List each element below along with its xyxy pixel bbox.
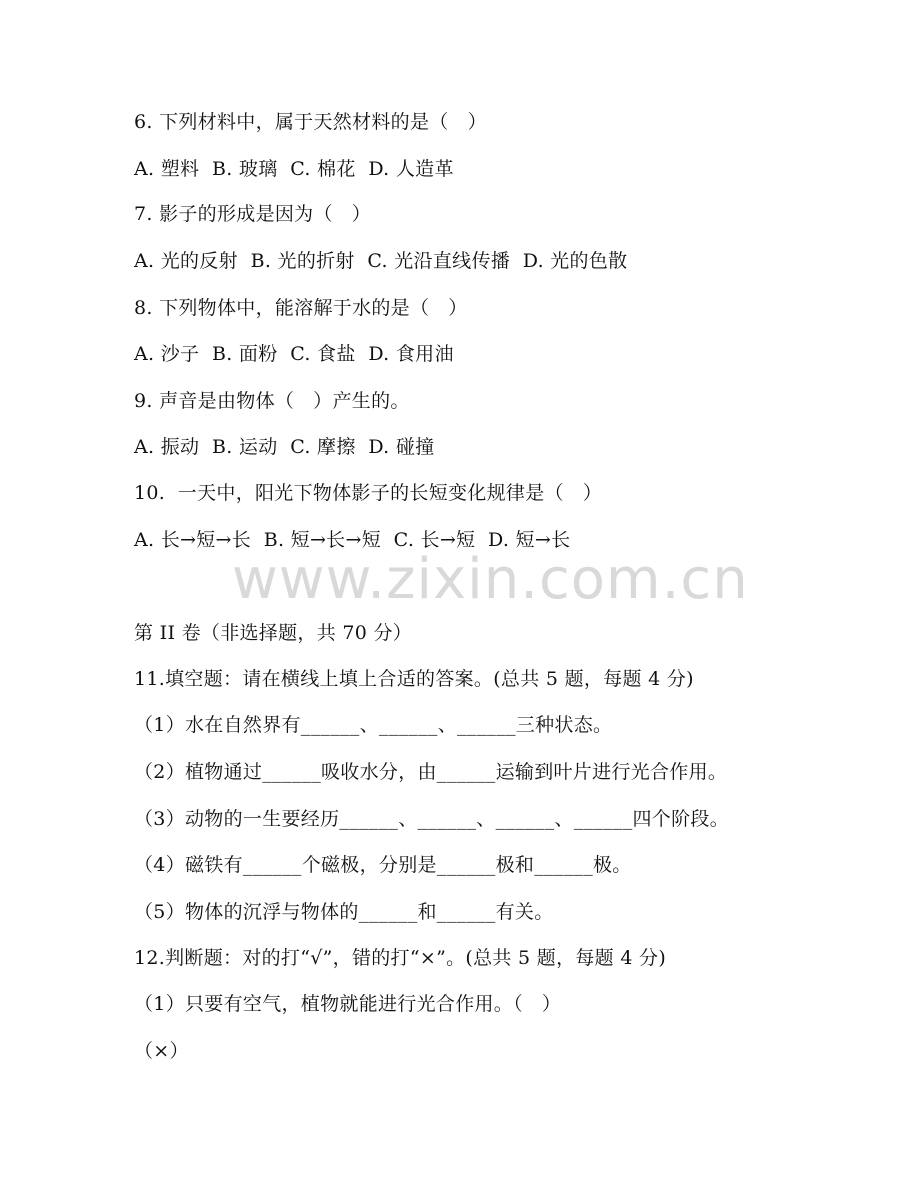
question-8-stem: 8. 下列物体中，能溶解于水的是（ ） bbox=[134, 297, 468, 319]
watermark-text: www.zixin.com.cn bbox=[232, 547, 749, 612]
question-11-item-1: （1）水在自然界有______、______、______三种状态。 bbox=[134, 714, 613, 736]
question-6-options: A. 塑料 B. 玻璃 C. 棉花 D. 人造革 bbox=[134, 158, 454, 180]
section-2-title: 第 II 卷（非选择题，共 70 分） bbox=[134, 622, 413, 644]
question-10-options: A. 长→短→长 B. 短→长→短 C. 长→短 D. 短→长 bbox=[134, 529, 571, 551]
question-11-item-2: （2）植物通过______吸收水分，由______运输到叶片进行光合作用。 bbox=[134, 761, 728, 783]
question-12-item-1: （1）只要有空气，植物就能进行光合作用。（ ） bbox=[134, 993, 562, 1015]
question-6-stem: 6. 下列材料中，属于天然材料的是（ ） bbox=[134, 111, 487, 133]
question-8-options: A. 沙子 B. 面粉 C. 食盐 D. 食用油 bbox=[134, 343, 454, 365]
question-9-stem: 9. 声音是由物体（ ）产生的。 bbox=[134, 390, 410, 412]
question-11-item-3: （3）动物的一生要经历______、______、______、______四个阶段。 bbox=[134, 808, 729, 830]
question-11-item-5: （5）物体的沉浮与物体的______和______有关。 bbox=[134, 901, 554, 923]
question-12-stem: 12.判断题：对的打“√”，错的打“×”。(总共 5 题，每题 4 分) bbox=[134, 947, 667, 969]
question-12-answer-1: （×） bbox=[134, 1040, 189, 1062]
question-11-stem: 11.填空题：请在横线上填上合适的答案。(总共 5 题，每题 4 分) bbox=[134, 668, 694, 690]
question-9-options: A. 振动 B. 运动 C. 摩擦 D. 碰撞 bbox=[134, 436, 435, 458]
question-10-stem: 10. 一天中，阳光下物体影子的长短变化规律是（ ） bbox=[134, 482, 603, 504]
question-7-options: A. 光的反射 B. 光的折射 C. 光沿直线传播 D. 光的色散 bbox=[134, 250, 628, 272]
question-7-stem: 7. 影子的形成是因为（ ） bbox=[134, 203, 372, 225]
question-11-item-4: （4）磁铁有______个磁极，分别是______极和______极。 bbox=[134, 854, 632, 876]
